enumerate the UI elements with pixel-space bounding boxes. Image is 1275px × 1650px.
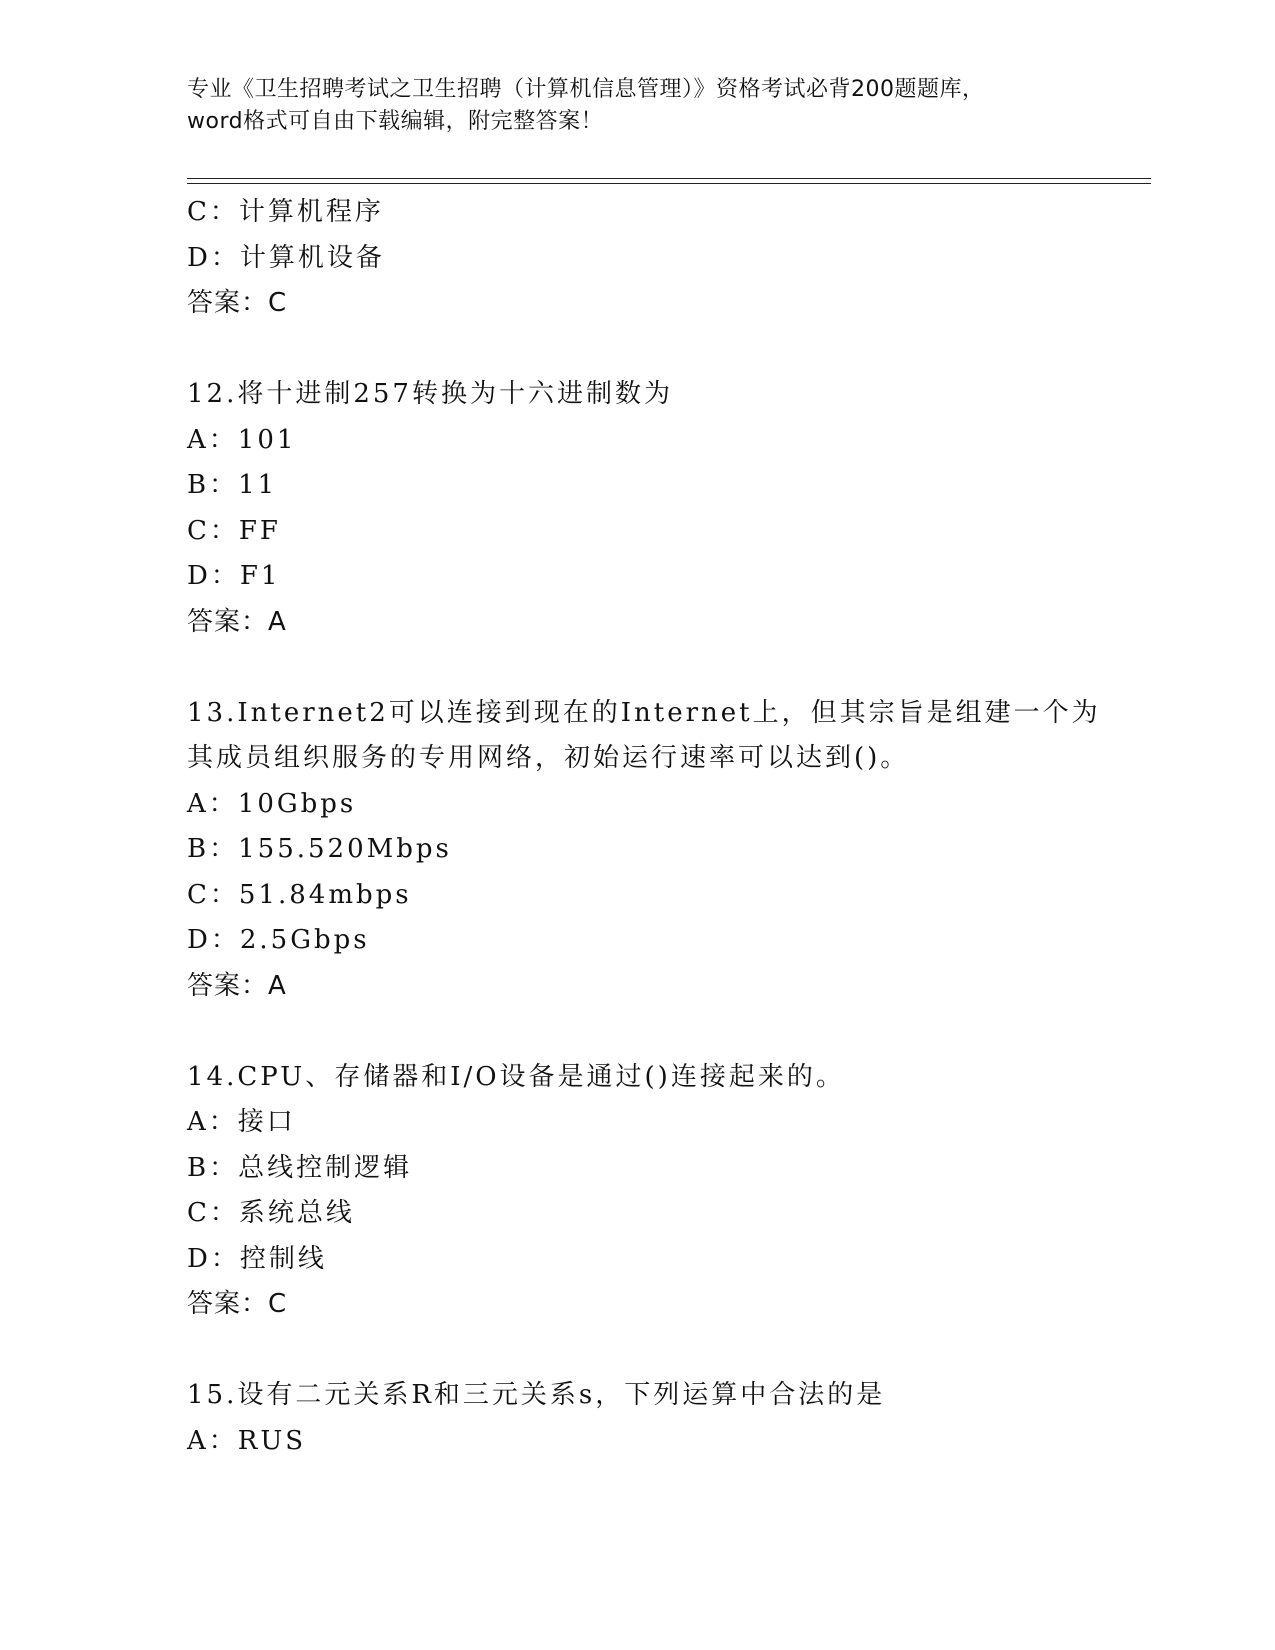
page-header [187,74,1087,138]
question-text-line-2: 其成员组织服务的专用网络，初始运行速率可以达到()。 [187,743,910,773]
answer: 答案：A [187,606,287,637]
option-d: D：F1 [187,561,281,591]
answer: 答案：C [187,1289,288,1319]
question-13 [187,691,1147,1010]
option-d: D：控制线 [187,1243,327,1274]
header-divider-bottom [187,183,1151,184]
question-text: 15.设有二元关系R和三元关系s，下列运算中合法的是 [187,1380,886,1410]
option-c: C：51.84mbps [187,879,412,910]
spacer [187,327,1147,373]
question-list [187,190,1147,1464]
option-b: B：11 [187,470,278,500]
option-b: B：总线控制逻辑 [187,1152,413,1183]
option-c: C：系统总线 [187,1198,355,1228]
option-a: A：10Gbps [187,788,357,819]
answer: 答案：A [187,970,287,1001]
question-12 [187,372,1147,645]
header-divider-top [187,178,1151,179]
question-text: 14.CPU、存储器和I/O设备是通过()连接起来的。 [187,1061,845,1092]
question-15 [187,1373,1147,1464]
option-a: A：接口 [187,1107,296,1137]
header-title-line-1: 专业《卫生招聘考试之卫生招聘（计算机信息管理）》资格考试必背200题题库， [187,77,985,102]
answer: 答案：C [187,288,288,318]
question-text: 12.将十进制257转换为十六进制数为 [187,379,673,409]
option-b: B：155.520Mbps [187,834,452,864]
header-title-line-2: word格式可自由下载编辑，附完整答案！ [187,109,604,134]
option-c: C：FF [187,515,281,546]
spacer [187,1009,1147,1055]
spacer [187,645,1147,691]
spacer [187,1328,1147,1374]
option-c: C：计算机程序 [187,197,384,227]
question-14 [187,1055,1147,1328]
question-text-line-1: 13.Internet2可以连接到现在的Internet上，但其宗旨是组建一个为 [187,697,1101,728]
option-d: D：2.5Gbps [187,925,370,955]
question-11 [187,190,1147,327]
option-a: A：101 [187,424,297,455]
option-a: A：RUS [187,1425,307,1456]
option-d: D：计算机设备 [187,242,385,273]
